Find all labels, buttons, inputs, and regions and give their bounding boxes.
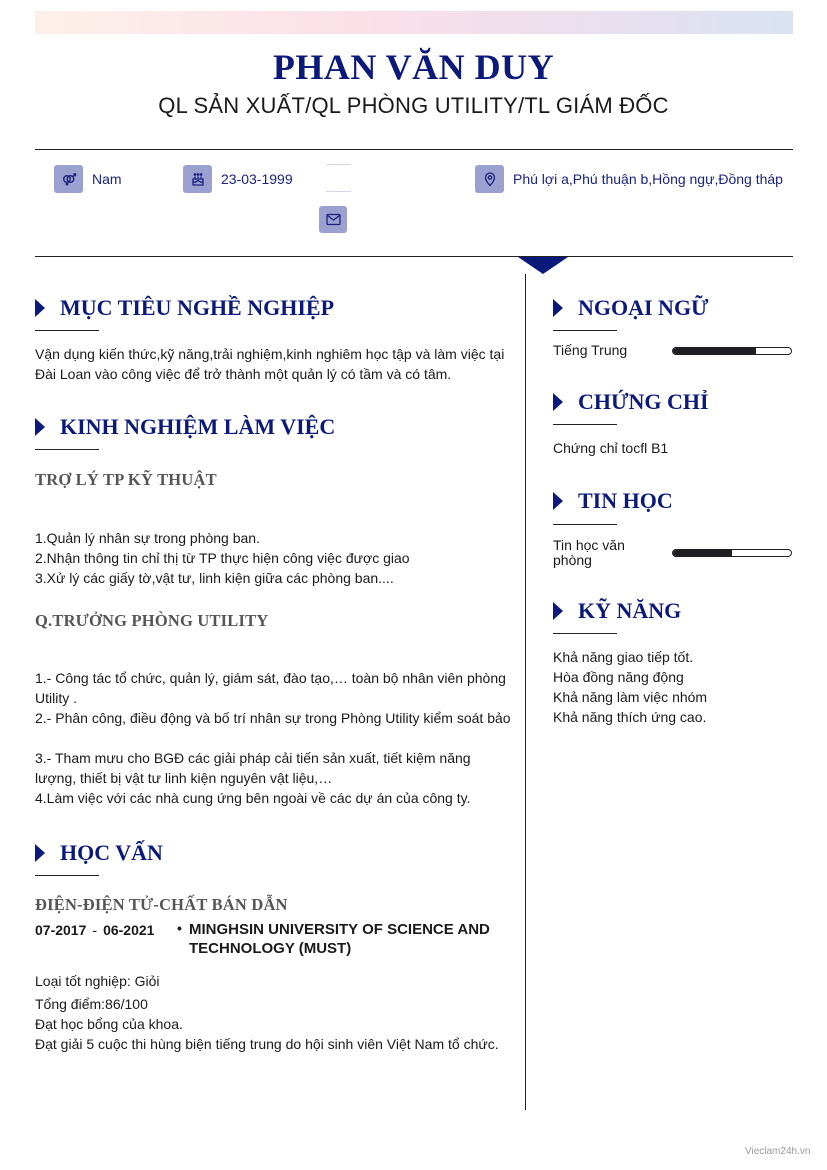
language-item: Tiếng Trung [553,343,793,358]
gender-icon [54,165,83,193]
it-level-bar [672,549,792,557]
section-heading-experience: KINH NGHIỆM LÀM VIỆC [35,414,335,440]
job-description: 1.- Công tác tổ chức, quản lý, giám sát, đào tạo,… toàn bộ nhân viên phòng Utility . 2.- Phân công, điều động và bố trí nhân sự trong Phòng Utility kiểm soát bảo 3.- Tham mưu cho BGĐ các giải pháp cải tiến sản xuất, tiết kiệm năng lượng, thiết bị vật tư linh kiện nguyên vật liệu,… 4.Làm việc với các nhà cung ứng bên ngoài về các dự án của công ty. [35,670,511,806]
education-dates: 07-2017 - 06-2021 [35,922,155,938]
caret-right-icon [35,299,45,317]
caret-right-icon [553,299,563,317]
birthday-cake-icon [183,165,212,193]
address-value: Phú lợi a,Phú thuận b,Hồng ngự,Đồng tháp [513,171,783,187]
caret-right-icon [553,492,563,510]
education-major: ĐIỆN-ĐIỆN TỬ-CHẤT BÁN DẪN [35,895,288,914]
section-heading-education: HỌC VẤN [35,840,163,866]
it-item: Tin học văn phòng [553,538,793,568]
certificate-item: Chứng chỉ tocfl B1 [553,440,669,456]
gender-value: Nam [92,171,122,187]
bullet: • [177,920,182,936]
contact-address [475,165,783,193]
education-details: Loại tốt nghiệp: Giỏi Tổng điểm:86/100 Đạt học bổng của khoa. Đạt giải 5 cuộc thi hùng biện tiếng trung do hội sinh viên Việt Nam tổ chức. [35,973,499,1052]
job-description: 1.Quản lý nhân sự trong phòng ban. 2.Nhận thông tin chỉ thị từ TP thực hiện công việc được giao 3.Xử lý các giấy tờ,vật tư, linh kiện giữa các phòng ban.... [35,530,410,586]
skills-list: Khả năng giao tiếp tốt. Hòa đồng năng động Khả năng làm việc nhóm Khả năng thích ứng cao. [553,649,708,725]
caret-right-icon [553,602,563,620]
section-heading-objective: MỤC TIÊU NGHỀ NGHIỆP [35,295,334,321]
job-title: TRỢ LÝ TP KỸ THUẬT [35,470,217,489]
section-rule [553,633,617,634]
objective-text: Vận dụng kiến thức,kỹ năng,trải nghiệm,kinh nghiêm học tập và làm việc tại Đài Loan vào công việc để trở thành một quản lý có tầm và có tâm. [35,346,505,382]
contact-gender [54,165,122,193]
section-rule [35,875,99,876]
caret-right-icon [553,393,563,411]
section-heading-languages: NGOẠI NGỮ [553,295,709,321]
column-divider [525,274,526,1110]
candidate-name: PHAN VĂN DUY [272,47,555,87]
caret-right-icon [35,844,45,862]
section-rule [35,449,99,450]
location-pin-icon [475,165,504,193]
section-rule [35,330,99,331]
candidate-position: QL SẢN XUẤT/QL PHÒNG UTILITY/TL GIÁM ĐỐC [158,93,669,118]
section-notch-arrow [518,257,568,274]
section-heading-skills: KỸ NĂNG [553,598,681,624]
birthday-value: 23-03-1999 [221,171,293,187]
job-title: Q.TRƯỞNG PHÒNG UTILITY [35,611,269,630]
caret-right-icon [35,418,45,436]
education-school: MINGHSIN UNIVERSITY OF SCIENCE AND TECHNOLOGY (MUST) [189,921,490,957]
divider-top [35,149,793,150]
section-rule [553,524,617,525]
watermark: Vieclam24h.vn [745,1146,811,1157]
header-gradient-band [35,11,793,34]
divider-bottom [35,256,793,257]
section-rule [553,330,617,331]
section-rule [553,424,617,425]
language-level-bar [672,347,792,355]
envelope-icon [319,206,347,233]
section-heading-it: TIN HỌC [553,488,673,514]
section-heading-certificates: CHỨNG CHỈ [553,389,709,415]
education-entry [35,920,509,958]
contact-birthday [183,165,293,193]
phone-icon [326,164,351,192]
